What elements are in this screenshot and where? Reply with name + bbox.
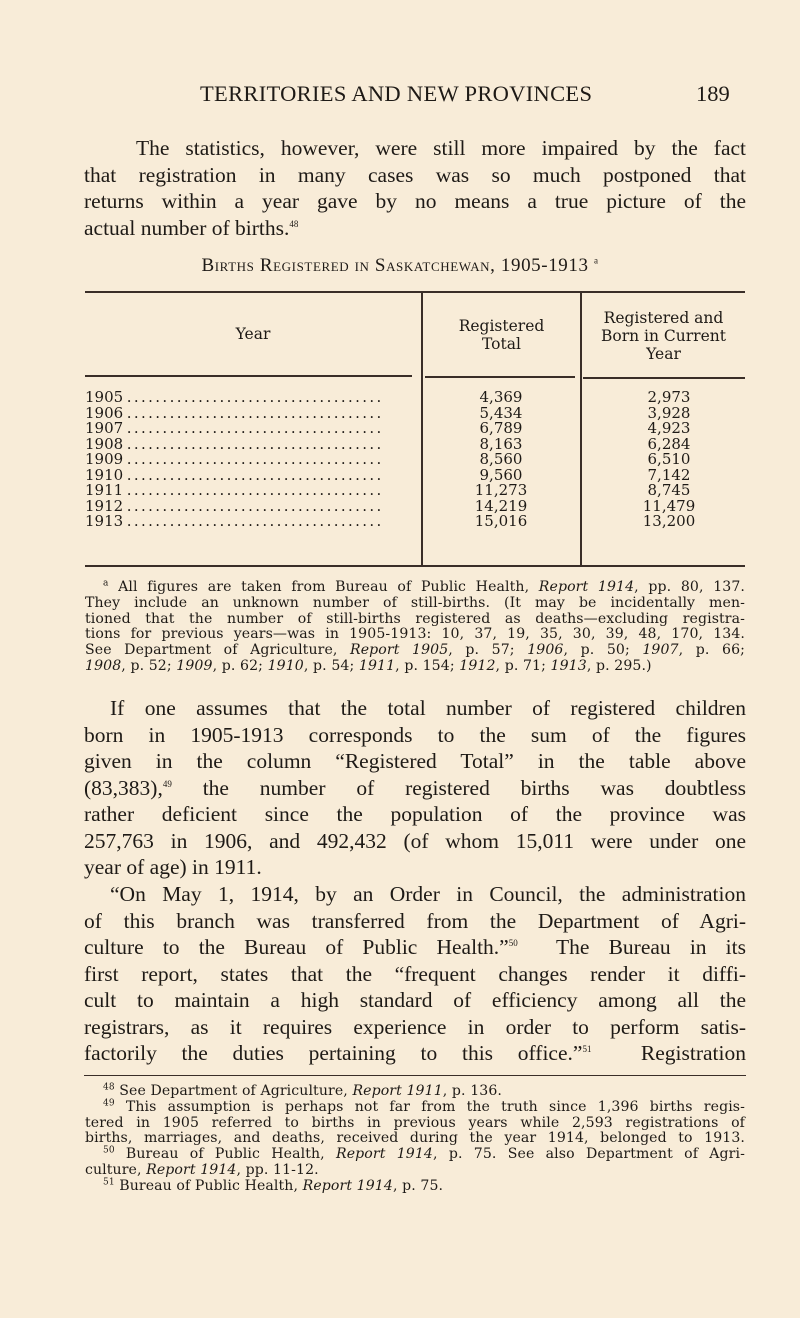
text-fragment: , p. 54; bbox=[303, 657, 359, 674]
cell-registered-total: 6,789 bbox=[479, 419, 523, 437]
text-fragment: factorily the duties pertaining to this office.” bbox=[84, 1041, 583, 1065]
text-fragment: Report 1905 bbox=[350, 642, 449, 659]
cell-registered-total: 15,016 bbox=[474, 512, 528, 530]
footnote-50 bbox=[85, 1147, 745, 1163]
cell-registered-total: 8,163 bbox=[479, 434, 523, 453]
header-rule-current bbox=[583, 377, 745, 379]
header-label-line: Registered bbox=[458, 317, 545, 335]
text-fragment: , pp. 80, 137. bbox=[634, 579, 745, 595]
text-fragment: 1910 bbox=[267, 657, 304, 674]
paragraph-3 bbox=[84, 881, 746, 1067]
text-line bbox=[84, 215, 746, 242]
header-label-line: Registered and bbox=[603, 309, 724, 327]
text-fragment: culture, bbox=[85, 1161, 147, 1178]
cell-registered-total: 4,369 bbox=[479, 388, 523, 406]
paragraph-2 bbox=[84, 695, 746, 881]
header-rule-total bbox=[425, 376, 575, 378]
table-note-ref[interactable]: a bbox=[593, 255, 599, 266]
cell-registered-total: 9,560 bbox=[479, 465, 523, 484]
text-line: given in the column “Registered Total” in the table above bbox=[84, 749, 746, 773]
header-registered-total bbox=[423, 317, 580, 353]
running-title: TERRITORIES AND NEW PROVINCES bbox=[200, 81, 593, 106]
text-line: 257,763 in 1906, and 492,432 (of whom 15,011 were under one bbox=[84, 828, 746, 853]
cell-year: 1905 . . . bbox=[85, 390, 420, 406]
text-line: of this branch was transferred from the Department of Agri- bbox=[84, 908, 746, 933]
table-row bbox=[85, 403, 745, 422]
text-fragment: , p. 75. See also Department of Agri- bbox=[433, 1146, 745, 1163]
footnote-number: 51 bbox=[103, 1177, 115, 1188]
text-fragment: , pp. 11-12. bbox=[236, 1161, 319, 1178]
footnotes bbox=[85, 1084, 745, 1195]
footnote-number: 48 bbox=[103, 1082, 115, 1093]
text-fragment: 1913 bbox=[550, 657, 587, 674]
cell-registered-total: 8,560 bbox=[479, 450, 523, 468]
text-fragment: 1912 bbox=[459, 657, 496, 674]
text-line: If one assumes that the total number of registered children bbox=[110, 696, 746, 720]
cell-year: 1911 . . . bbox=[85, 483, 420, 499]
footnote-ref-48[interactable]: 48 bbox=[289, 218, 299, 229]
text-fragment: Report 1914 bbox=[302, 1177, 393, 1194]
text-line: “On May 1, 1914, by an Order in Council, the administration bbox=[110, 882, 746, 906]
footnote-ref-51[interactable]: 51 bbox=[582, 1043, 592, 1054]
text-line: rather deficient since the population of the province was bbox=[84, 802, 746, 826]
text-fragment: , p. 57; bbox=[448, 642, 528, 659]
text-fragment: , p. 62; bbox=[212, 657, 268, 674]
table-row bbox=[85, 452, 745, 468]
footnote-ref-50[interactable]: 50 bbox=[508, 937, 518, 948]
table-row bbox=[85, 390, 745, 406]
header-year-label: Year bbox=[235, 325, 271, 343]
note-line: tioned that the number of still-births registered as deaths—excluding registra- bbox=[85, 610, 745, 627]
footnote-51 bbox=[85, 1179, 745, 1195]
footnote-number: 50 bbox=[103, 1145, 115, 1156]
text-fragment: culture to the Bureau of Public Health.” bbox=[84, 935, 509, 959]
text-fragment: , p. 52; bbox=[121, 657, 177, 674]
cell-born-current-year: 2,973 bbox=[647, 388, 691, 406]
text-fragment: The Bureau in its bbox=[556, 935, 746, 959]
header-rule-year bbox=[85, 375, 412, 377]
note-line: tions for previous years—was in 1905-1913: 10, 37, 19, 35, 30, 39, 48, 170, 134. bbox=[85, 626, 745, 643]
text-fragment: , p. 154; bbox=[395, 657, 460, 674]
cell-born-current-year: 11,479 bbox=[642, 496, 696, 515]
text-fragment: 1907 bbox=[642, 642, 679, 659]
footnote-50-line bbox=[85, 1163, 745, 1179]
text-fragment: 1909 bbox=[176, 657, 213, 674]
text-line: first report, states that the “frequent changes render it diffi- bbox=[84, 961, 746, 986]
footnote-separator bbox=[84, 1075, 746, 1076]
footnote-48 bbox=[85, 1084, 745, 1100]
text-fragment: , p. 295.) bbox=[586, 657, 652, 674]
text-line: that registration in many cases was so much postponed that bbox=[84, 162, 746, 187]
text-line: year of age) in 1911. bbox=[84, 855, 262, 879]
cell-born-current-year: 6,510 bbox=[647, 450, 691, 468]
cell-year: 1910 . . . bbox=[85, 468, 420, 484]
text-fragment: , p. 71; bbox=[495, 657, 551, 674]
text-fragment: , p. 66; bbox=[678, 642, 745, 659]
note-line bbox=[85, 580, 745, 596]
table-row bbox=[85, 434, 745, 453]
intro-paragraph bbox=[84, 135, 746, 241]
text-fragment: Report 1914 bbox=[336, 1146, 433, 1163]
header-label-line: Born in Current bbox=[601, 327, 726, 345]
header-label-line: Total bbox=[482, 335, 521, 353]
table-row bbox=[85, 465, 745, 484]
table-note-marker: a bbox=[103, 578, 109, 589]
cell-year: 1906 . . . bbox=[85, 406, 420, 422]
text-fragment: the number of registered births was doubtless bbox=[202, 775, 747, 800]
text-fragment: Registration bbox=[640, 1041, 747, 1065]
cell-born-current-year: 13,200 bbox=[642, 512, 696, 530]
table-row bbox=[85, 421, 745, 437]
table-row bbox=[85, 514, 745, 530]
text-fragment: actual number of births. bbox=[84, 215, 290, 240]
cell-registered-total: 5,434 bbox=[479, 403, 523, 422]
text-line: registrars, as it requires experience in order to perform satis- bbox=[84, 1014, 746, 1039]
text-fragment: See Department of Agriculture, bbox=[85, 642, 351, 659]
cell-registered-total: 14,219 bbox=[474, 496, 528, 515]
table-caption-text: Births Registered in Saskatchewan, 1905-1913 bbox=[201, 255, 589, 276]
cell-year: 1907 . . . bbox=[85, 421, 420, 437]
note-line bbox=[85, 659, 745, 675]
text-fragment: , p. 136. bbox=[442, 1083, 502, 1099]
footnote-ref-49[interactable]: 49 bbox=[162, 778, 172, 789]
cell-born-current-year: 3,928 bbox=[647, 403, 691, 422]
cell-born-current-year: 6,284 bbox=[647, 434, 691, 453]
page-number: 189 bbox=[696, 81, 730, 106]
text-fragment: 1911 bbox=[358, 657, 396, 674]
note-line bbox=[85, 643, 745, 659]
text-fragment: All figures are taken from Bureau of Public Health, bbox=[118, 579, 539, 595]
text-line: returns within a year gave by no means a true picture of the bbox=[84, 189, 746, 213]
text-line: cult to maintain a high standard of efficiency among all the bbox=[84, 988, 746, 1012]
cell-year: 1913 . . . bbox=[85, 514, 420, 530]
text-line: born in 1905-1913 corresponds to the sum of the figures bbox=[84, 722, 746, 747]
table-note bbox=[85, 580, 745, 675]
text-fragment: (83,383), bbox=[84, 775, 163, 800]
cell-born-current-year: 7,142 bbox=[647, 465, 691, 484]
cell-registered-total: 11,273 bbox=[474, 481, 528, 499]
text-line bbox=[84, 775, 746, 802]
cell-born-current-year: 4,923 bbox=[647, 419, 691, 437]
header-year bbox=[85, 325, 421, 343]
cell-year: 1912 . . . bbox=[85, 499, 420, 515]
text-fragment: Bureau of Public Health, bbox=[125, 1146, 336, 1163]
text-fragment: See Department of Agriculture, bbox=[119, 1083, 353, 1099]
header-label-line: Year bbox=[646, 345, 681, 363]
text-fragment: 1908 bbox=[85, 657, 122, 674]
text-line: The statistics, however, were still more impaired by the fact bbox=[136, 136, 746, 160]
text-fragment: , p. 75. bbox=[392, 1177, 444, 1194]
text-fragment: , p. 50; bbox=[563, 642, 643, 659]
cell-year: 1909 . . . bbox=[85, 452, 420, 468]
running-head bbox=[0, 81, 800, 111]
table-top-rule bbox=[85, 291, 745, 293]
cell-born-current-year: 8,745 bbox=[647, 481, 691, 499]
text-fragment: 1906 bbox=[527, 642, 564, 659]
note-line: They include an unknown number of still-births. (It may be incidentally men- bbox=[85, 594, 745, 611]
table-bottom-rule bbox=[85, 565, 745, 567]
text-line bbox=[84, 1040, 746, 1067]
table-caption bbox=[0, 255, 800, 277]
footnote-49-line: births, marriages, and deaths, received during the year 1914, belonged to 1913. bbox=[85, 1130, 745, 1147]
text-line bbox=[84, 934, 746, 961]
header-born-current-year bbox=[582, 309, 745, 363]
footnote-number: 49 bbox=[103, 1098, 115, 1109]
text-fragment: This assumption is perhaps not far from the truth since 1,396 births regis- bbox=[125, 1098, 745, 1115]
footnote-49 bbox=[85, 1100, 745, 1116]
cell-year: 1908 . . . bbox=[85, 437, 420, 453]
text-fragment: Bureau of Public Health, bbox=[119, 1177, 303, 1194]
text-fragment: Report 1914 bbox=[538, 579, 635, 595]
footnote-49-line: tered in 1905 referred to births in previous years while 2,593 registrations of bbox=[85, 1114, 745, 1131]
text-fragment: Report 1911 bbox=[352, 1083, 443, 1099]
text-fragment: Report 1914 bbox=[146, 1161, 237, 1178]
